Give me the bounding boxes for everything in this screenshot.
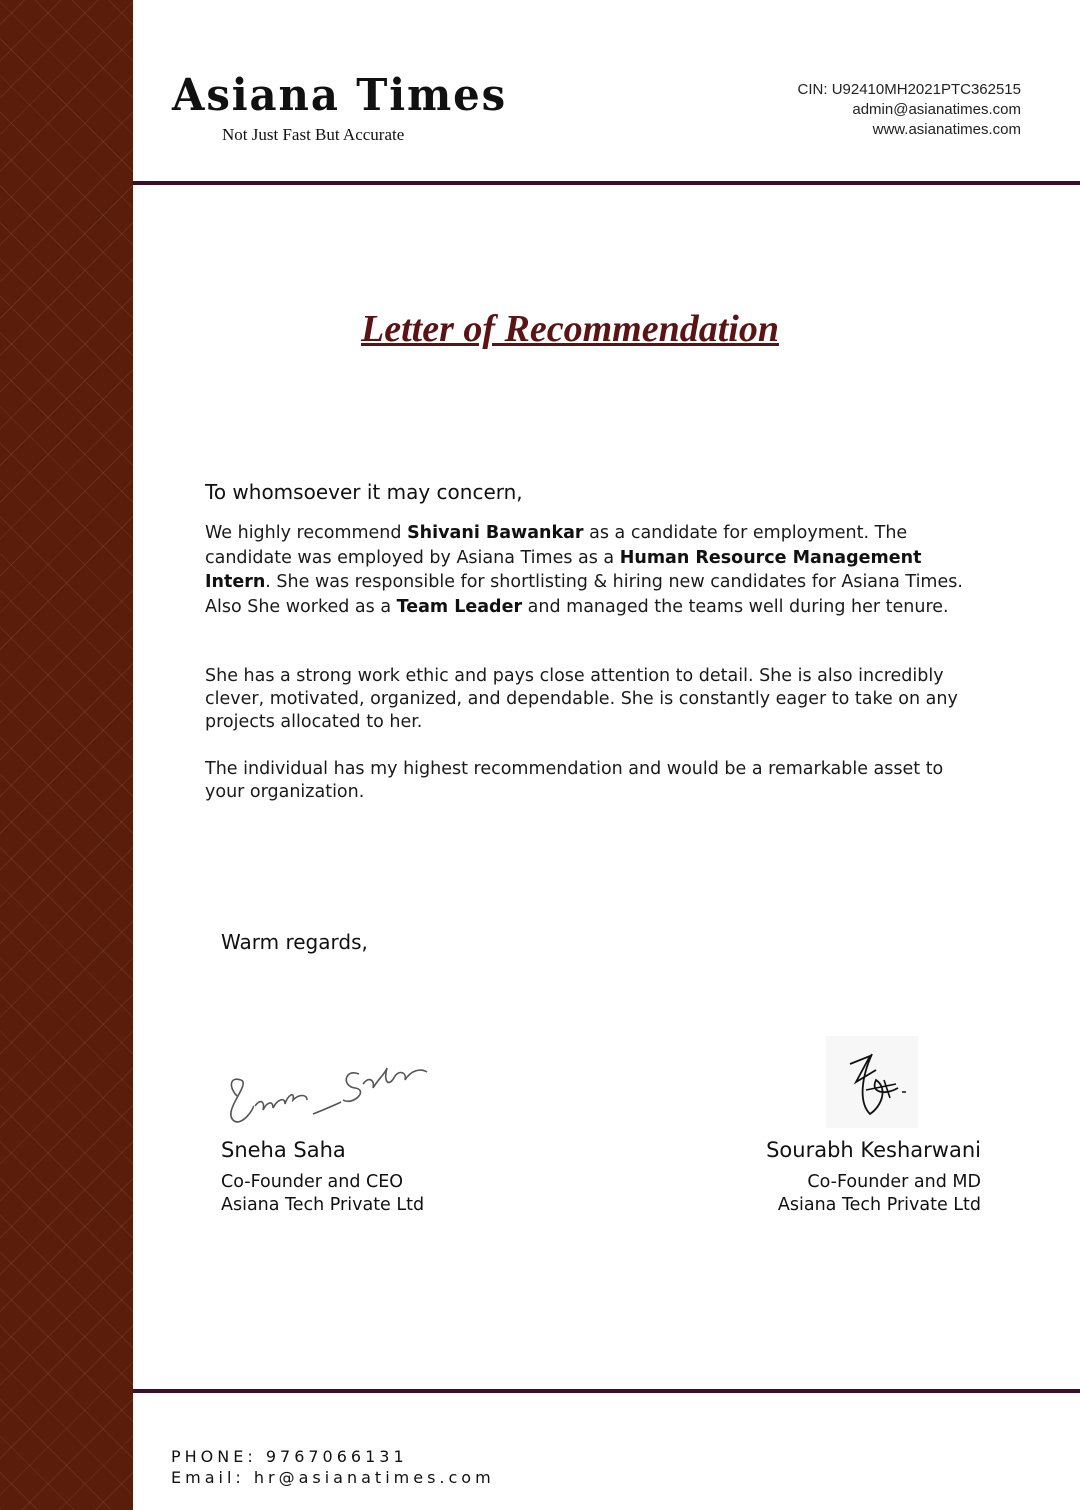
cin-number: CIN: U92410MH2021PTC362515 <box>797 81 1021 98</box>
header-contact-block <box>798 80 1021 140</box>
brand-logo-text: Asiana Times <box>172 70 508 121</box>
closing-regards: Warm regards, <box>221 930 368 954</box>
footer-email: Email: hr@asianatimes.com <box>171 1468 495 1487</box>
body-paragraph-1 <box>205 521 965 619</box>
p1-text-d: and managed the teams well during her tenure. <box>522 596 949 617</box>
footer-phone: PHONE: 9767066131 <box>171 1447 408 1466</box>
candidate-lead-role: Team Leader <box>396 596 523 617</box>
signer-title-left <box>221 1171 424 1217</box>
body-paragraph-2: She has a strong work ethic and pays close attention to detail. She is also incredibly clever, motivated, organized, and dependable. She is constantly eager to take on any projects allocated to her. <box>205 666 958 732</box>
salutation: To whomsoever it may concern, <box>205 480 523 504</box>
p1-text-c: . She was responsible for shortlisting & hiring new candidates for Asiana Times. Also She worked as a <box>205 572 963 617</box>
decorative-side-band <box>0 0 133 1510</box>
header-website: www.asianatimes.com <box>872 121 1021 138</box>
footer-contact <box>171 1446 495 1488</box>
header-divider <box>133 181 1080 185</box>
signer-role-right: Co-Founder and MD <box>807 1172 981 1192</box>
brand-tagline: Not Just Fast But Accurate <box>222 125 405 144</box>
signer-name-left: Sneha Saha <box>221 1138 346 1162</box>
header-email: admin@asianatimes.com <box>852 101 1021 118</box>
signer-name-right: Sourabh Kesharwani <box>766 1138 981 1162</box>
signer-title-right <box>778 1171 981 1217</box>
signature-sourabh-kesharwani <box>826 1036 918 1128</box>
letter-title: Letter of Recommendation <box>361 308 779 350</box>
candidate-role: Human Resource Management Intern <box>205 547 922 592</box>
signature-sneha-saha <box>215 1048 435 1128</box>
footer-divider <box>133 1389 1080 1393</box>
signer-company-left: Asiana Tech Private Ltd <box>221 1195 425 1215</box>
p1-text-a: We highly recommend <box>205 523 408 543</box>
body-paragraph-3: The individual has my highest recommendation and would be a remarkable asset to your organization. <box>205 759 944 802</box>
candidate-name: Shivani Bawankar <box>407 523 584 543</box>
p1-text-b: as a candidate for employment. The candidate was employed by Asiana Times as a <box>205 523 908 568</box>
signer-company-right: Asiana Tech Private Ltd <box>777 1195 981 1215</box>
signer-role-left: Co-Founder and CEO <box>221 1172 404 1192</box>
